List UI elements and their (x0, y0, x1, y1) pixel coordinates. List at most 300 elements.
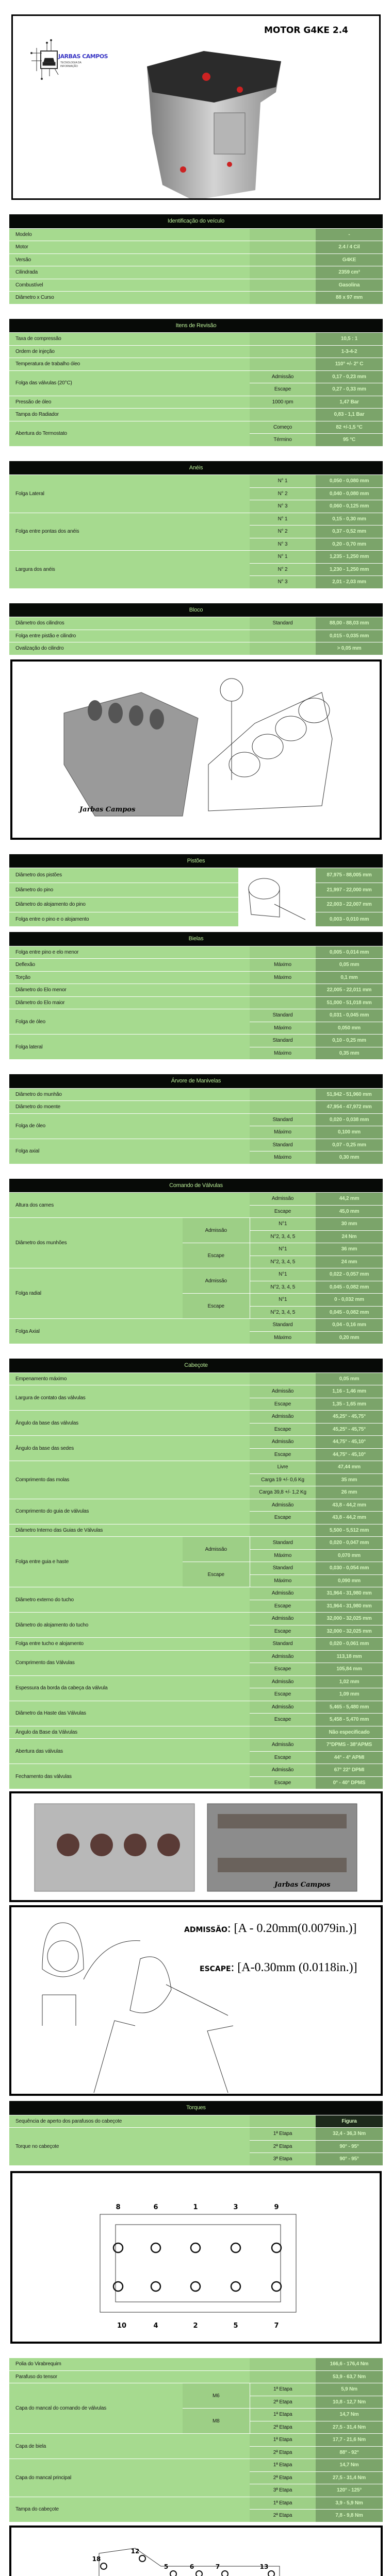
row-label: Tampa do cabeçote (9, 2497, 250, 2522)
row-value: 0,060 - 0,125 mm (316, 500, 383, 513)
row-label: Folga de óleo (9, 1113, 250, 1139)
row-sub (250, 409, 316, 421)
row-label: Folga Axial (9, 1319, 250, 1344)
row-value: 7°DPMS - 38°APMS (316, 1739, 383, 1752)
intake-label: ADMISSÃO (184, 1926, 227, 1934)
row-value: 166,6 - 176,4 Nm (316, 2358, 383, 2371)
row-sub: N°1 (250, 1268, 316, 1281)
table-row (9, 421, 383, 434)
row-label: Diâmetro dos munhões (9, 1218, 183, 1268)
table-row (9, 883, 383, 897)
row-value: 22,005 - 22,011 mm (316, 984, 383, 997)
row-value: 110° +/- 2° C (316, 358, 383, 371)
row-sub: Escape (250, 1714, 316, 1726)
table-row (9, 1218, 383, 1231)
row-sub: N° 1 (250, 551, 316, 564)
row-label: Torção (9, 971, 250, 984)
row-sub (250, 266, 316, 279)
hero-engine-image (11, 14, 381, 200)
row-group: M6 (183, 2383, 250, 2409)
table-row (9, 630, 383, 642)
row-sub: Máximo (250, 1331, 316, 1344)
row-sub: Escape (250, 1625, 316, 1638)
row-value: 0,031 - 0,045 mm (316, 1009, 383, 1022)
row-label: Ângulo da Base da Válvulas (9, 1726, 250, 1739)
row-sub: 2ª Etapa (250, 2140, 316, 2153)
row-label: Parafuso do tensor (9, 2370, 250, 2383)
row-value: 0,05 mm (316, 959, 383, 972)
row-sub (250, 241, 316, 254)
row-sub: Máximo (250, 959, 316, 972)
row-value: 45,25° - 45,75° (316, 1423, 383, 1436)
row-value: 0,05 mm (316, 1372, 383, 1385)
row-sub: Admissão (250, 1613, 316, 1625)
table-row (9, 1650, 383, 1663)
section-title: Bloco (9, 603, 383, 617)
row-sub (250, 1088, 316, 1101)
row-value: 1,235 - 1,250 mm (316, 551, 383, 564)
row-label: Folga entre pontas dos anéis (9, 513, 250, 551)
row-sub (250, 279, 316, 292)
pistons-table (9, 854, 383, 927)
row-sub: 2ª Etapa (250, 2396, 316, 2409)
row-sub: 1ª Etapa (250, 2497, 316, 2510)
row-sub: Admissão (250, 1650, 316, 1663)
row-sub: N° 2 (250, 487, 316, 500)
row-label: Espessura da borda da cabeça da válvula (9, 1675, 250, 1701)
row-label: Folga entre pistão e cilindro (9, 630, 250, 642)
row-value: 43,8 - 44,2 mm (316, 1499, 383, 1512)
row-sub: 3ª Etapa (250, 2484, 316, 2497)
table-row (9, 2383, 383, 2396)
bolt-marker (191, 2282, 200, 2291)
row-label: Folga lateral (9, 1035, 250, 1060)
bolt-number: 8 (116, 2203, 121, 2211)
row-label: Pressão de óleo (9, 396, 250, 409)
row-value: 0,045 - 0,082 mm (316, 1306, 383, 1319)
row-label: Tampa do Radiador (9, 409, 250, 421)
row-label: Diâmetro do alojamento do tucho (9, 1613, 250, 1638)
row-label: Diâmetro do Elo menor (9, 984, 250, 997)
row-value: 7,8 - 9,8 Nm (316, 2510, 383, 2522)
row-label: Abertura das válvulas (9, 1739, 250, 1764)
row-value: 3,9 - 5,9 Nm (316, 2497, 383, 2510)
table-row (9, 253, 383, 266)
row-value: 44,2 mm (316, 1193, 383, 1206)
row-value: 1,16 - 1,46 mm (316, 1385, 383, 1398)
row-label: Folga Lateral (9, 475, 250, 513)
table-row (9, 1009, 383, 1022)
head-bolt-sequence-figure (10, 2171, 382, 2344)
bolt-number: 18 (92, 2555, 101, 2563)
row-label: Combustível (9, 279, 250, 292)
row-label: Temperatura de trabalho óleo (9, 358, 250, 371)
row-sub: N° 1 (250, 513, 316, 526)
row-sub (250, 253, 316, 266)
row-sub (250, 2370, 316, 2383)
row-sub: Escape (250, 1448, 316, 1461)
row-group: Escape (183, 1294, 250, 1319)
row-value: 14,7 Nm (316, 2409, 383, 2421)
table-row (9, 2115, 383, 2128)
bolt-number: 4 (153, 2321, 158, 2330)
logo-subtitle-line-2: INFORMAÇÃO (60, 65, 78, 68)
row-value: 5,500 - 5,512 mm (316, 1524, 383, 1537)
section-title: Cabeçote (9, 1359, 383, 1372)
row-sub: Término (250, 434, 316, 447)
row-value: 2.4 / 4 Cil (316, 241, 383, 254)
table-row (9, 266, 383, 279)
row-sub (250, 630, 316, 642)
table-row (9, 1701, 383, 1714)
row-sub: Escape (250, 383, 316, 396)
row-label: Diâmetro da Haste das Válvulas (9, 1701, 250, 1726)
row-sub: Escape (250, 1663, 316, 1676)
row-value: 5,458 - 5,470 mm (316, 1714, 383, 1726)
row-value: 0,20 - 0,70 mm (316, 538, 383, 551)
row-sub: Escape (250, 1600, 316, 1613)
row-group: Admissão (183, 1268, 250, 1294)
row-value: 0,100 mm (316, 1126, 383, 1139)
row-value: 0,050 - 0,080 mm (316, 475, 383, 488)
section-title: Comando de Válvulas (9, 1179, 383, 1193)
row-sub: 1ª Etapa (250, 2459, 316, 2472)
row-value: 36 mm (316, 1243, 383, 1256)
section-title: Identificação do veículo (9, 214, 383, 228)
row-value: 17,7 - 21,6 Nm (316, 2434, 383, 2447)
bolt-number: 6 (153, 2203, 158, 2211)
table-row (9, 1088, 383, 1101)
row-value: 27,5 - 31,4 Nm (316, 2471, 383, 2484)
table-row (9, 396, 383, 409)
row-sub: Máximo (250, 971, 316, 984)
cover-bolt-diagram (11, 2528, 381, 2576)
table-row (9, 1739, 383, 1752)
bolt-number: 10 (117, 2321, 127, 2330)
table-row (9, 1101, 383, 1114)
row-sub (250, 984, 316, 997)
row-value: 51,000 - 51,018 mm (316, 996, 383, 1009)
circuit-car-icon (26, 32, 62, 84)
bolt-marker (139, 2555, 145, 2562)
row-label: Folga entre tucho e alojamento (9, 1638, 250, 1651)
row-sub: N°1 (250, 1243, 316, 1256)
row-label: Folga entre guia e haste (9, 1537, 183, 1587)
row-value: 0 - 0,032 mm (316, 1294, 383, 1307)
table-row (9, 1726, 383, 1739)
row-sub (250, 228, 316, 241)
row-value: 0,07 - 0,25 mm (316, 1139, 383, 1151)
table-row (9, 1139, 383, 1151)
row-value: 0,020 - 0,061 mm (316, 1638, 383, 1651)
row-sub (250, 345, 316, 358)
row-sub: Escape (250, 1688, 316, 1701)
row-value: 0,10 - 0,25 mm (316, 1035, 383, 1047)
row-sub (250, 996, 316, 1009)
row-value: 47,44 mm (316, 1461, 383, 1474)
row-label: Largura de contato das válvulas (9, 1385, 250, 1411)
row-value: 0,090 mm (316, 1574, 383, 1587)
row-sub: Máximo (250, 1022, 316, 1035)
bolt-number: 6 (189, 2563, 194, 2570)
table-row (9, 959, 383, 972)
row-sub: N° 1 (250, 475, 316, 488)
table-row (9, 2358, 383, 2371)
row-label: Capa do mancal do comando de válvulas (9, 2383, 183, 2434)
table-row (9, 1613, 383, 1625)
row-sub: Admissão (250, 1193, 316, 1206)
row-sub: Admissão (250, 1411, 316, 1423)
row-label: Altura dos cames (9, 1193, 250, 1218)
section-title: Árvore de Manivelas (9, 1074, 383, 1088)
row-sub: Admissão (250, 1385, 316, 1398)
row-sub: Carga 19 +/- 0,6 Kg (250, 1473, 316, 1486)
row-sub: 1ª Etapa (250, 2128, 316, 2141)
row-value: 0,04 - 0,16 mm (316, 1319, 383, 1332)
row-value: 32,000 - 32,025 mm (316, 1613, 383, 1625)
table-row (9, 513, 383, 526)
row-sub: 1000 rpm (250, 396, 316, 409)
row-sub (250, 642, 316, 655)
bolt-number: 5 (233, 2321, 238, 2330)
row-value: 35 mm (316, 1473, 383, 1486)
cover-bolt-sequence-figure (9, 2526, 383, 2576)
bolt-number: 9 (274, 2203, 279, 2211)
section-title: Bielas (9, 932, 383, 946)
table-row (9, 1524, 383, 1537)
row-value: 0,050 mm (316, 1022, 383, 1035)
row-value: 0,1 mm (316, 971, 383, 984)
row-sub: N°2, 3, 4, 5 (250, 1306, 316, 1319)
table-row (9, 1193, 383, 1206)
row-value: 1-3-4-2 (316, 345, 383, 358)
bolt-number: 7 (215, 2563, 220, 2570)
bolt-marker (191, 2243, 200, 2252)
row-label: Diâmetro x Curso (9, 292, 250, 304)
row-value: 31,964 - 31,980 mm (316, 1600, 383, 1613)
crankshaft-table (9, 1074, 383, 1164)
row-group: Escape (183, 1243, 250, 1268)
row-value: 95 °C (316, 434, 383, 447)
row-value: 10,8 - 12,7 Nm (316, 2396, 383, 2409)
row-sub: 1ª Etapa (250, 2383, 316, 2396)
table-row (9, 1035, 383, 1047)
row-label: Diâmetro dos pistões (9, 868, 238, 883)
logo-brand: JARBAS CAMPOS (58, 53, 108, 60)
row-sub: N° 3 (250, 576, 316, 589)
table-row (9, 370, 383, 383)
row-label: Torque no cabeçote (9, 2128, 250, 2166)
row-value: 21,997 - 22,000 mm (316, 883, 383, 897)
row-value: 45,0 mm (316, 1205, 383, 1218)
table-row (9, 279, 383, 292)
table-row (9, 1319, 383, 1332)
row-value: 10,5 : 1 (316, 333, 383, 346)
row-sub (250, 1372, 316, 1385)
row-value: 31,964 - 31,980 mm (316, 1587, 383, 1600)
row-value: 45,25° - 45,75° (316, 1411, 383, 1423)
signature: Jarbas Campos (79, 805, 136, 814)
table-row (9, 1638, 383, 1651)
exhaust-spec-note (200, 1961, 357, 1975)
row-value: 0,070 mm (316, 1549, 383, 1562)
row-value: 0,37 - 0,52 mm (316, 526, 383, 538)
row-sub: N° 2 (250, 563, 316, 576)
row-sub: Admissão (250, 1675, 316, 1688)
row-sub: N°1 (250, 1294, 316, 1307)
row-value: > 0,05 mm (316, 642, 383, 655)
row-sub: Máximo (250, 1574, 316, 1587)
row-value: 30 mm (316, 1218, 383, 1231)
row-sub: N° 2 (250, 526, 316, 538)
bolt-number: 1 (193, 2203, 198, 2211)
row-value: Não especificado (316, 1726, 383, 1739)
signature: Jarbas Campos (274, 1881, 331, 1889)
row-value: 1,09 mm (316, 1688, 383, 1701)
row-sub (250, 1101, 316, 1114)
row-value: 0,020 - 0,038 mm (316, 1113, 383, 1126)
row-sub: Máximo (250, 1549, 316, 1562)
row-sub (250, 292, 316, 304)
table-row (9, 984, 383, 997)
row-sub: 3ª Etapa (250, 2153, 316, 2166)
row-label: Comprimento das Válvulas (9, 1650, 250, 1675)
row-sub: Admissão (250, 370, 316, 383)
row-sub: Admissão (250, 1764, 316, 1777)
row-sub: Admissão (250, 1587, 316, 1600)
row-sub: Standard (250, 1009, 316, 1022)
row-label: Diâmetro do pino (9, 883, 238, 897)
bolt-marker (170, 2571, 176, 2576)
row-sub (250, 333, 316, 346)
row-value: 5,9 Nm (316, 2383, 383, 2396)
cylinder-head-photos (9, 1791, 383, 1902)
row-value: 0,022 - 0,057 mm (316, 1268, 383, 1281)
row-sub: N°2, 3, 4, 5 (250, 1256, 316, 1268)
row-value: 32,000 - 32,025 mm (316, 1625, 383, 1638)
row-value: 88,00 - 88,03 mm (316, 617, 383, 630)
row-label: Largura dos anéis (9, 551, 250, 589)
row-sub: 2ª Etapa (250, 2446, 316, 2459)
row-sub: Livre (250, 1461, 316, 1474)
row-value: 0,83 - 1,1 Bar (316, 409, 383, 421)
bolt-marker (196, 2571, 202, 2576)
row-sub: N° 3 (250, 538, 316, 551)
bolt-number: 7 (274, 2321, 279, 2330)
row-label: Folga radial (9, 1268, 183, 1319)
table-row (9, 1385, 383, 1398)
row-sub (250, 2115, 316, 2128)
exhaust-value: : [A-0.30mm (0.0118in.)] (231, 1961, 357, 1974)
connecting-rods-table (9, 932, 383, 1060)
row-value: 51,942 - 51,960 mm (316, 1088, 383, 1101)
row-value: 14,7 Nm (316, 2459, 383, 2472)
table-row (9, 946, 383, 959)
revision-items-table (9, 319, 383, 447)
head-bolt-diagram (12, 2173, 382, 2343)
row-value: Gasolina (316, 279, 383, 292)
row-value: 0,020 - 0,047 mm (316, 1537, 383, 1550)
row-label: Diâmetro do alojamento do pino (9, 897, 238, 912)
row-label: Versão (9, 253, 250, 266)
table-row (9, 2459, 383, 2472)
row-sub: Standard (250, 1562, 316, 1575)
bolt-number: 2 (193, 2321, 198, 2330)
torques-table-2 (9, 2358, 383, 2522)
row-value: 0,15 - 0,30 mm (316, 513, 383, 526)
table-row (9, 1764, 383, 1777)
table-row (9, 642, 383, 655)
table-row (9, 551, 383, 564)
camshaft-table (9, 1179, 383, 1345)
row-label: Polia do Virabrequim (9, 2358, 250, 2371)
table-row (9, 2434, 383, 2447)
section-title: Pistões (9, 854, 383, 868)
row-value: 0,030 - 0,054 mm (316, 1562, 383, 1575)
table-row (9, 333, 383, 346)
row-sub: Escape (250, 1423, 316, 1436)
row-label: Folga entre o pino e o alojamento (9, 912, 238, 927)
row-label: Abertura do Termostato (9, 421, 250, 446)
torques-table (9, 2101, 383, 2166)
bolt-number: 5 (164, 2563, 169, 2570)
row-sub: Standard (250, 1035, 316, 1047)
bolt-marker (272, 2282, 281, 2291)
row-value: 1,35 - 1,65 mm (316, 1398, 383, 1411)
row-label: Motor (9, 241, 250, 254)
row-sub: Carga 39,8 +/- 1,2 Kg (250, 1486, 316, 1499)
table-row (9, 1675, 383, 1688)
row-value: 22,003 - 22,007 mm (316, 897, 383, 912)
row-value: 44° - 4° APMI (316, 1751, 383, 1764)
row-sub: Admissão (250, 1436, 316, 1449)
row-value: 0,17 - 0,23 mm (316, 370, 383, 383)
row-label: Taxa de compressão (9, 333, 250, 346)
row-group: M8 (183, 2409, 250, 2434)
bolt-marker (113, 2243, 123, 2252)
row-sub: Admissão (250, 1701, 316, 1714)
row-value: 0,005 - 0,014 mm (316, 946, 383, 959)
piston-drawing (238, 868, 316, 925)
table-row (9, 475, 383, 488)
table-row (9, 2497, 383, 2510)
row-sub (250, 946, 316, 959)
row-value: 27,5 - 31,4 Nm (316, 2421, 383, 2434)
intake-spec-note (184, 1922, 357, 1936)
row-value: - (316, 228, 383, 241)
logo-subtitle (60, 61, 81, 69)
row-value: 0,040 - 0,080 mm (316, 487, 383, 500)
row-sub: Máximo (250, 1151, 316, 1164)
logo-subtitle-line-1: TECNOLOGIA DA (60, 61, 81, 64)
row-sub: Escape (250, 1398, 316, 1411)
table-row (9, 409, 383, 421)
jarbas-campos-logo (26, 32, 109, 84)
row-value: 0,35 mm (316, 1047, 383, 1060)
row-sub: Admissão (250, 1499, 316, 1512)
table-row (9, 996, 383, 1009)
block-table (9, 603, 383, 655)
row-label: Comprimento das molas (9, 1461, 250, 1499)
vehicle-identification-table (9, 214, 383, 304)
row-value: 26 mm (316, 1486, 383, 1499)
bolt-marker (151, 2282, 160, 2291)
row-value: G4KE (316, 253, 383, 266)
row-label: Folga de óleo (9, 1009, 250, 1035)
table-row (9, 2370, 383, 2383)
row-value: 120° - 125° (316, 2484, 383, 2497)
rings-table (9, 461, 383, 589)
